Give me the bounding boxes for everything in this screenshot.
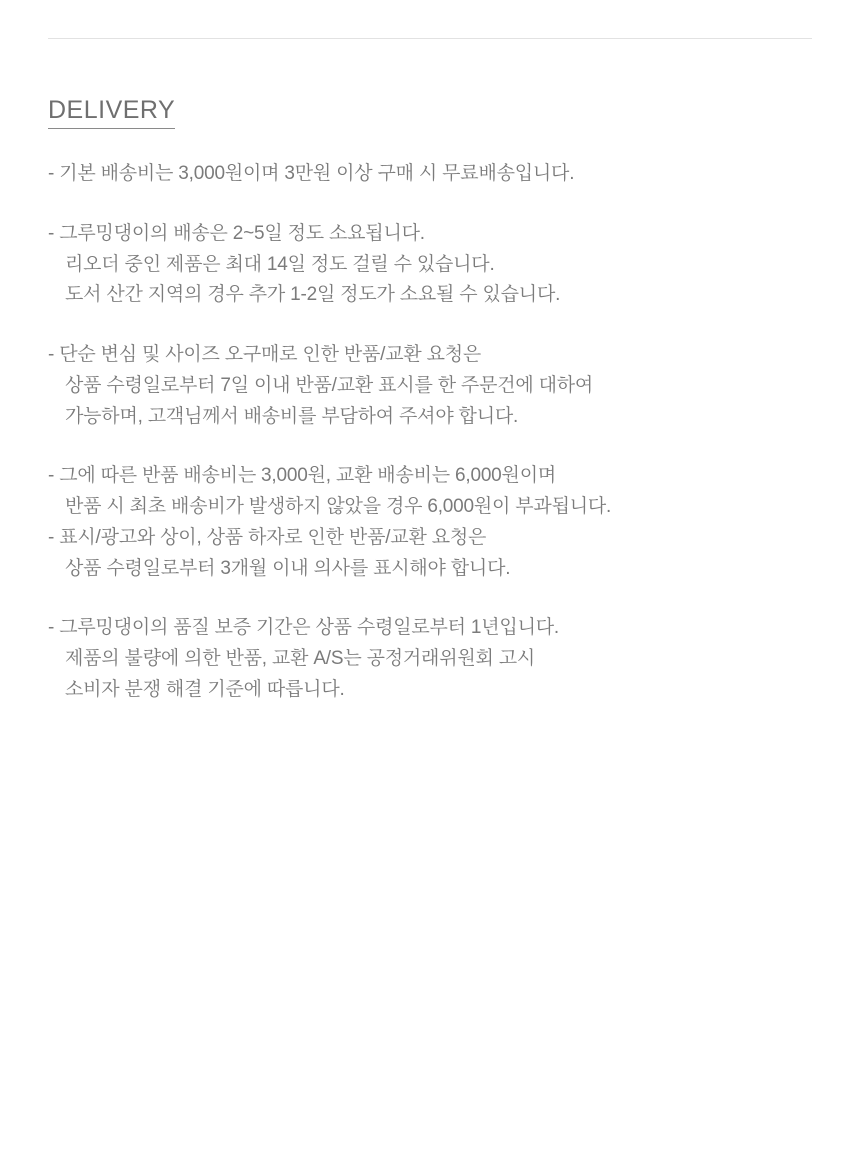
policy-line: 리오더 중인 제품은 최대 14일 정도 걸릴 수 있습니다. [65, 253, 495, 275]
policy-line: - 단순 변심 및 사이즈 오구매로 인한 반품/교환 요청은 [48, 344, 482, 366]
policy-line: 가능하며, 고객님께서 배송비를 부담하여 주셔야 합니다. [65, 405, 519, 427]
policy-line: 도서 산간 지역의 경우 추가 1-2일 정도가 소요될 수 있습니다. [65, 284, 561, 306]
top-divider [48, 38, 812, 39]
delivery-content [48, 0, 812, 706]
policy-line: 제품의 불량에 의한 반품, 교환 A/S는 공정거래위원회 고시 [65, 648, 536, 670]
policy-line: - 그루밍댕이의 배송은 2~5일 정도 소요됩니다. [48, 222, 425, 244]
policy-line: - 그에 따른 반품 배송비는 3,000원, 교환 배송비는 6,000원이며 [48, 465, 557, 487]
policy-line: 소비자 분쟁 해결 기준에 따릅니다. [65, 678, 345, 700]
policy-line: - 기본 배송비는 3,000원이며 3만원 이상 구매 시 무료배송입니다. [48, 163, 575, 184]
policy-block [48, 613, 812, 705]
policy-block [48, 340, 812, 432]
policy-line: 상품 수령일로부터 3개월 이내 의사를 표시해야 합니다. [65, 557, 511, 579]
policy-line: 상품 수령일로부터 7일 이내 반품/교환 표시를 한 주문건에 대하여 [65, 374, 594, 396]
policy-block [48, 219, 812, 311]
policy-line: 반품 시 최초 배송비가 발생하지 않았을 경우 6,000원이 부과됩니다. [65, 496, 612, 518]
page-title: DELIVERY [48, 95, 175, 129]
policy-line: - 표시/광고와 상이, 상품 하자로 인한 반품/교환 요청은 [48, 526, 487, 548]
policy-block [48, 461, 812, 584]
policy-block [48, 159, 812, 190]
policy-line: - 그루밍댕이의 품질 보증 기간은 상품 수령일로부터 1년입니다. [48, 617, 559, 639]
